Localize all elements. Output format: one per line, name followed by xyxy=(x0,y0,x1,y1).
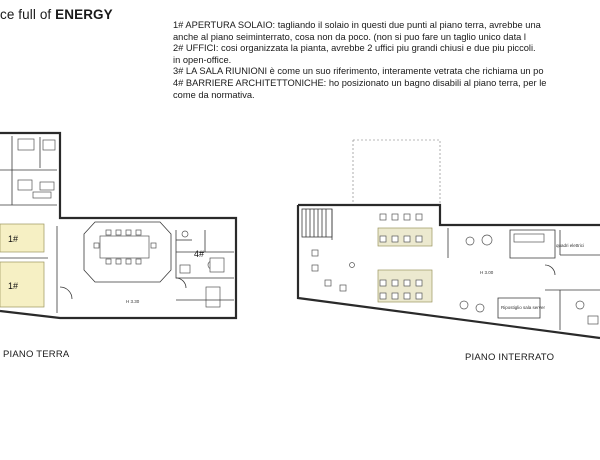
height-label: H 3.30 xyxy=(126,299,140,304)
desk xyxy=(18,180,32,190)
note-line: 4# BARRIERE ARCHITETTONICHE: ho posizionato un bagno disabili al piano terra, per le xyxy=(173,77,547,88)
accessibility-marker: 4# xyxy=(194,249,205,259)
sink xyxy=(180,265,190,273)
ground-floor-plan xyxy=(0,133,236,318)
floor-opening xyxy=(0,224,44,252)
note-line: 2# UFFICI: cosi organizzata la pianta, avrebbe 2 uffici piu grandi chiusi e due piu piccoli. xyxy=(173,43,536,54)
lounge-seating xyxy=(312,250,355,291)
plant xyxy=(182,231,188,237)
desk xyxy=(43,140,55,150)
page-title: ce full of ENERGY xyxy=(0,7,113,22)
opening-marker: 1# xyxy=(8,234,19,244)
cabinet xyxy=(514,234,544,242)
basement-plan xyxy=(298,140,600,338)
desk xyxy=(40,182,54,190)
note-line: 1# APERTURA SOLAIO: tagliando il solaio in questi due punti al piano terra, avrebbe una xyxy=(173,20,541,30)
cabinet xyxy=(33,192,51,198)
meeting-table xyxy=(100,236,149,258)
staircase xyxy=(302,209,332,237)
note-line: come da normativa. xyxy=(173,89,255,100)
desk xyxy=(206,287,220,307)
desk xyxy=(18,139,34,150)
title-emphasis: ENERGY xyxy=(55,7,113,22)
note-line: anche al piano seiminterrato, cosa non da poco. (non si puo fare un taglio unico data l xyxy=(173,31,526,42)
note-line: 3# LA SALA RIUNIONI è come un suo riferimento, interamente vetrata che richiama un po xyxy=(173,66,544,77)
lightwell-outline xyxy=(353,140,440,205)
room-label: Ripostiglio sala server xyxy=(501,305,546,310)
sink xyxy=(588,316,598,324)
bathroom-fixture xyxy=(210,258,224,272)
floor-opening xyxy=(0,262,44,307)
room-label: quadri elettrici xyxy=(556,243,585,248)
opening-marker: 1# xyxy=(8,281,19,291)
height-label: H 3.00 xyxy=(480,270,494,275)
toilet xyxy=(576,301,584,309)
ground-floor-label: PIANO TERRA xyxy=(3,349,70,360)
note-line: in open-office. xyxy=(173,54,232,65)
basement-label: PIANO INTERRATO xyxy=(465,352,555,363)
